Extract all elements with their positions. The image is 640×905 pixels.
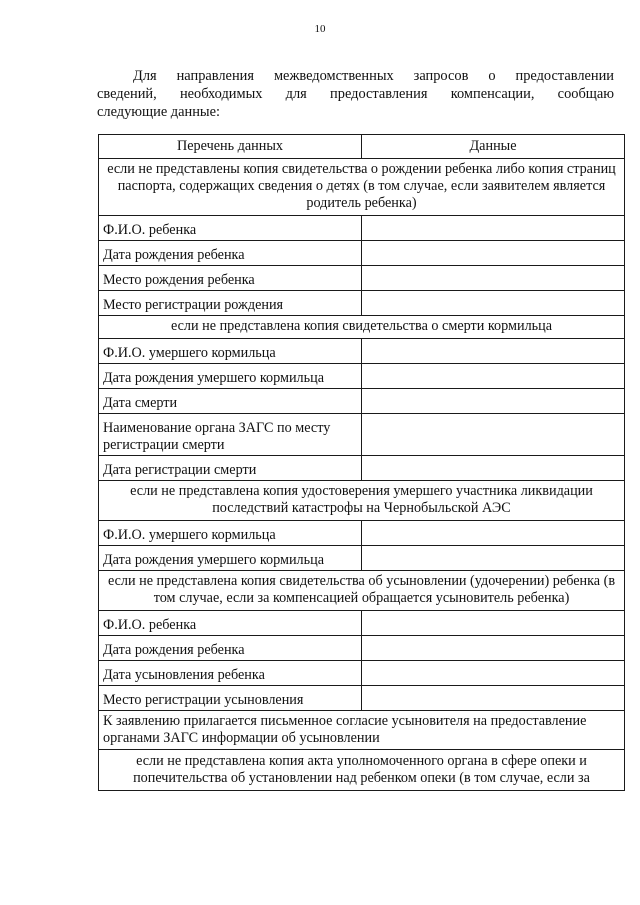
row-value-deceased-birth-date[interactable] xyxy=(362,364,625,389)
page-number: 10 xyxy=(314,23,326,35)
section-header-guardianship xyxy=(99,750,625,791)
table-row xyxy=(99,611,625,636)
table-row xyxy=(99,661,625,686)
intro-line-3: следующие данные: xyxy=(97,104,220,120)
row-value-adoption-date[interactable] xyxy=(362,661,625,686)
table-row xyxy=(99,266,625,291)
row-value-adopted-child-name[interactable] xyxy=(362,611,625,636)
row-value-chernobyl-deceased-birth-date[interactable] xyxy=(362,546,625,571)
table-row xyxy=(99,686,625,711)
row-label-chernobyl-deceased-name: Ф.И.О. умершего кормильца xyxy=(99,521,362,546)
row-value-deceased-name[interactable] xyxy=(362,339,625,364)
section-header-birth xyxy=(99,159,625,216)
row-label-child-birth-place: Место рождения ребенка xyxy=(99,266,362,291)
section-header-chernobyl xyxy=(99,481,625,521)
adoption-consent-note-row xyxy=(99,711,625,750)
data-table xyxy=(98,134,625,791)
section-title-adoption: если не представлена копия свидетельства об усыновлении (удочерении) ребенка (в том случае, если за компенсацией обращается усыновитель ребенка) xyxy=(99,571,625,611)
row-label-deceased-birth-date: Дата рождения умершего кормильца xyxy=(99,364,362,389)
section-title-guardianship xyxy=(99,750,625,791)
row-label-registry-office: Наименование органа ЗАГС по месту регистрации смерти xyxy=(99,414,362,456)
header-data-values: Данные xyxy=(362,135,625,159)
section-header-death xyxy=(99,316,625,339)
row-value-child-birth-date[interactable] xyxy=(362,241,625,266)
row-label-birth-registration-place: Место регистрации рождения xyxy=(99,291,362,316)
row-value-registry-office[interactable] xyxy=(362,414,625,456)
table-row xyxy=(99,521,625,546)
guardianship-title-line-1: если не представлена копия акта уполномоченного органа в сфере опеки и xyxy=(136,753,587,769)
intro-line-2: сведений, необходимых для предоставления компенсации, сообщаю xyxy=(97,86,614,102)
row-label-child-birth-date: Дата рождения ребенка xyxy=(99,241,362,266)
table-row xyxy=(99,414,625,456)
table-row xyxy=(99,456,625,481)
row-label-chernobyl-deceased-birth-date: Дата рождения умершего кормильца xyxy=(99,546,362,571)
section-title-birth: если не представлены копия свидетельства о рождении ребенка либо копия страниц паспорта, содержащих сведения о детях (в том случае, если заявителем является родитель ребенка) xyxy=(99,159,625,216)
row-value-death-date[interactable] xyxy=(362,389,625,414)
intro-paragraph xyxy=(97,67,614,121)
table-row xyxy=(99,546,625,571)
row-label-child-name: Ф.И.О. ребенка xyxy=(99,216,362,241)
row-value-child-birth-place[interactable] xyxy=(362,266,625,291)
intro-line-1: Для направления межведомственных запросов о предоставлении xyxy=(133,68,614,84)
row-label-adoption-date: Дата усыновления ребенка xyxy=(99,661,362,686)
row-value-adoption-registration-place[interactable] xyxy=(362,686,625,711)
row-label-adopted-child-name: Ф.И.О. ребенка xyxy=(99,611,362,636)
row-label-adopted-child-birth-date: Дата рождения ребенка xyxy=(99,636,362,661)
guardianship-title-line-2: попечительства об установлении над ребенком опеки (в том случае, если за xyxy=(133,770,590,786)
row-label-adoption-registration-place: Место регистрации усыновления xyxy=(99,686,362,711)
adoption-consent-note: К заявлению прилагается письменное согласие усыновителя на предоставление органами ЗАГС информации об усыновлении xyxy=(99,711,625,750)
table-row xyxy=(99,291,625,316)
table-row xyxy=(99,636,625,661)
row-value-death-registration-date[interactable] xyxy=(362,456,625,481)
row-value-chernobyl-deceased-name[interactable] xyxy=(362,521,625,546)
row-value-birth-registration-place[interactable] xyxy=(362,291,625,316)
table-row xyxy=(99,339,625,364)
table-row xyxy=(99,364,625,389)
row-label-deceased-name: Ф.И.О. умершего кормильца xyxy=(99,339,362,364)
table-row xyxy=(99,216,625,241)
row-label-death-registration-date: Дата регистрации смерти xyxy=(99,456,362,481)
section-title-chernobyl: если не представлена копия удостоверения умершего участника ликвидации последствий катастрофы на Чернобыльской АЭС xyxy=(99,481,625,521)
table-row xyxy=(99,241,625,266)
header-data-list: Перечень данных xyxy=(99,135,362,159)
row-value-child-name[interactable] xyxy=(362,216,625,241)
table-header-row xyxy=(99,135,625,159)
row-value-adopted-child-birth-date[interactable] xyxy=(362,636,625,661)
section-title-death: если не представлена копия свидетельства о смерти кормильца xyxy=(99,316,625,339)
table-row xyxy=(99,389,625,414)
section-header-adoption xyxy=(99,571,625,611)
row-label-death-date: Дата смерти xyxy=(99,389,362,414)
